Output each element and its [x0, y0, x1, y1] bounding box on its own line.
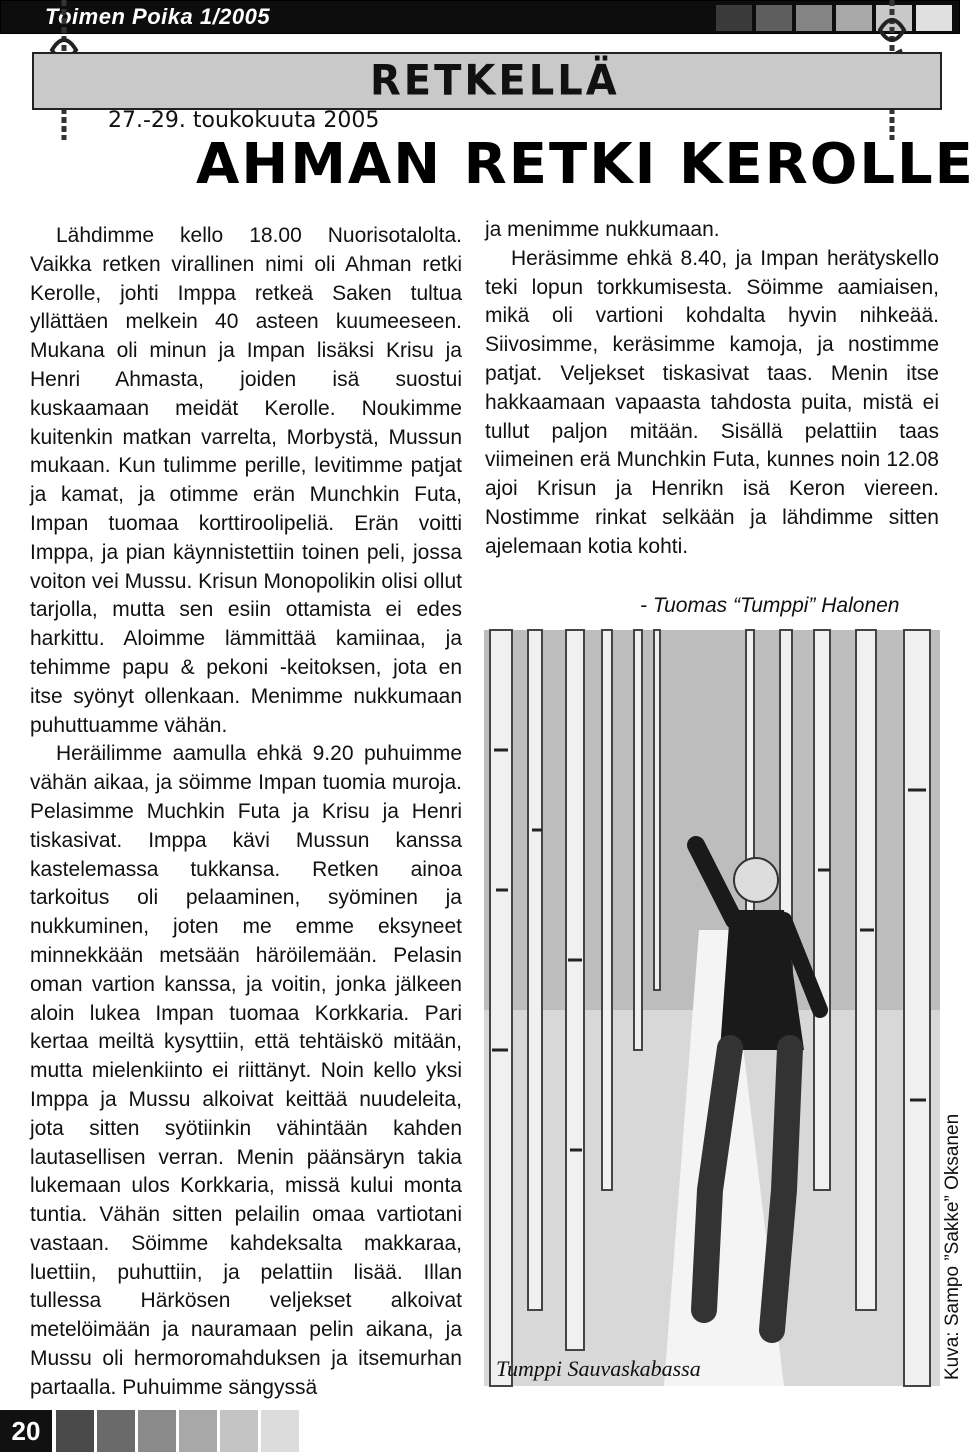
footer-square [220, 1410, 258, 1452]
photo-caption: Tumppi Sauvaskabassa [496, 1356, 701, 1381]
photo-credit: Kuva: Sampo ”Sakke” Oksanen [942, 1113, 963, 1380]
header-square [756, 5, 792, 31]
trip-date: 27.-29. toukokuuta 2005 [108, 108, 380, 133]
header-bar [0, 0, 960, 34]
article-title: AHMAN RETKI KEROLLE [196, 132, 975, 197]
footer-square [138, 1410, 176, 1452]
footer-squares [56, 1410, 299, 1452]
footer-square [56, 1410, 94, 1452]
footer-square [179, 1410, 217, 1452]
article-paragraph: ja menimme nukkumaan. [485, 218, 720, 241]
header-squares [716, 5, 952, 31]
footer-square [97, 1410, 135, 1452]
magazine-title: Toimen Poika 1/2005 [45, 4, 271, 29]
header-square [716, 5, 752, 31]
article-right-column [485, 216, 939, 562]
article-author: - Tuomas “Tumppi” Halonen [640, 594, 900, 617]
article-paragraph: Heräsimme ehkä 8.40, ja Impan herätyskello teki lopun torkkumisesta. Söimme aamiaisen, mikä oli vartioni kohdalta hyvin nihkeää. Siivosimme, keräsimme kamoja, ja nostimme patjat. Veljekset tiskasivat taas. Menin itse hakkaamaan vapaasta tahdosta puita, mistä ei tullut paljon mitään. Sisällä pelattiin taas viimeinen erä Munchkin Futa, kunnes noin 12.08 ajoi Krisun ja Henrikn isä Keron viereen. Nostimme rinkat selkään ja lähdimme sitten ajelemaan kotia kohti. [485, 246, 939, 558]
photo-illustration [484, 630, 940, 1386]
page-number: 20 [0, 1410, 52, 1452]
header-square [916, 5, 952, 31]
header-square [836, 5, 872, 31]
article-left-column [30, 222, 462, 1403]
footer-square [261, 1410, 299, 1452]
header-square [796, 5, 832, 31]
article-paragraph: Lähdimme kello 18.00 Nuorisotalolta. Vaikka retken virallinen nimi oli Ahman retki Kerolle, johti Imppa retkeä Saken tultua yllättäen melkein 40 asteen kuumeeseen. Mukana oli minun ja Impan lisäksi Krisu ja Henri Ahmasta, joiden isä suostui kuskaamaan meidät Kerolle. Noukimme kuitenkin matkan varrelta, Morbystä, Mussun mukaan. Kun tulimme perille, levitimme patjat ja kamat, ja otimme erän Munchkin Futa, Impan tuomaa korttiroolipeliä. Erän voitti Imppa, ja pian käynnistettiin toinen peli, jossa voiton vei Mussu. Krisun Monopolikin olisi ollut tarjolla, mutta sen esiin ottamista ei edes harkittu. Aloimme lämmittää kamiinaa, ja tehimme papu & pekoni -keitoksen, jota en itse syönyt ollenkaan. Menimme nukkumaan puhuttuamme vähän. [30, 224, 462, 737]
section-title: RETKELLÄ [370, 56, 620, 106]
forest-path-photo [484, 630, 940, 1386]
article-paragraph: Heräilimme aamulla ehkä 9.20 puhuimme vähän aikaa, ja söimme Impan tuomia muroja. Pelasimme Muchkin Futa ja Krisu ja Henri tiskasivat. Imppa kävi Mussun kanssa kastelemassa tukkansa. Retken ainoa tarkoitus oli pelaaminen, syöminen ja nukkuminen, joten me emme eksyneet minnekkään metsään häröilemään. Pelasin oman vartion kanssa, ja voitin, jonka jälkeen aloin lukea Impan tuomaa Korkkaria. Pari kertaa meiltä kysyttiin, että tehtäiskö mitään, mutta mielenkiinto ei riittänyt. Noin kello yksi Imppa ja Mussu alkoivat keittää nuudeleita, jota sitten syötiinkin vähintään kahden lautasellisen verran. Menin päänsäryn takia lukemaan ulos Korkkaria, missä kului monta tuntia. Vähän sitten pelailin omaa vartiotani vastaan. Söimme kahdeksalta makkaraa, luettiin, puhuttiin, ja pelattiin lisää. Illan tullessa Härkösen veljekset alkoivat metelöimään ja nauramaan pelin aikana, ja Mussu oli hermoromahduksen ja itsemurhan partaalla. Puhuimme sängyssä [30, 742, 462, 1399]
